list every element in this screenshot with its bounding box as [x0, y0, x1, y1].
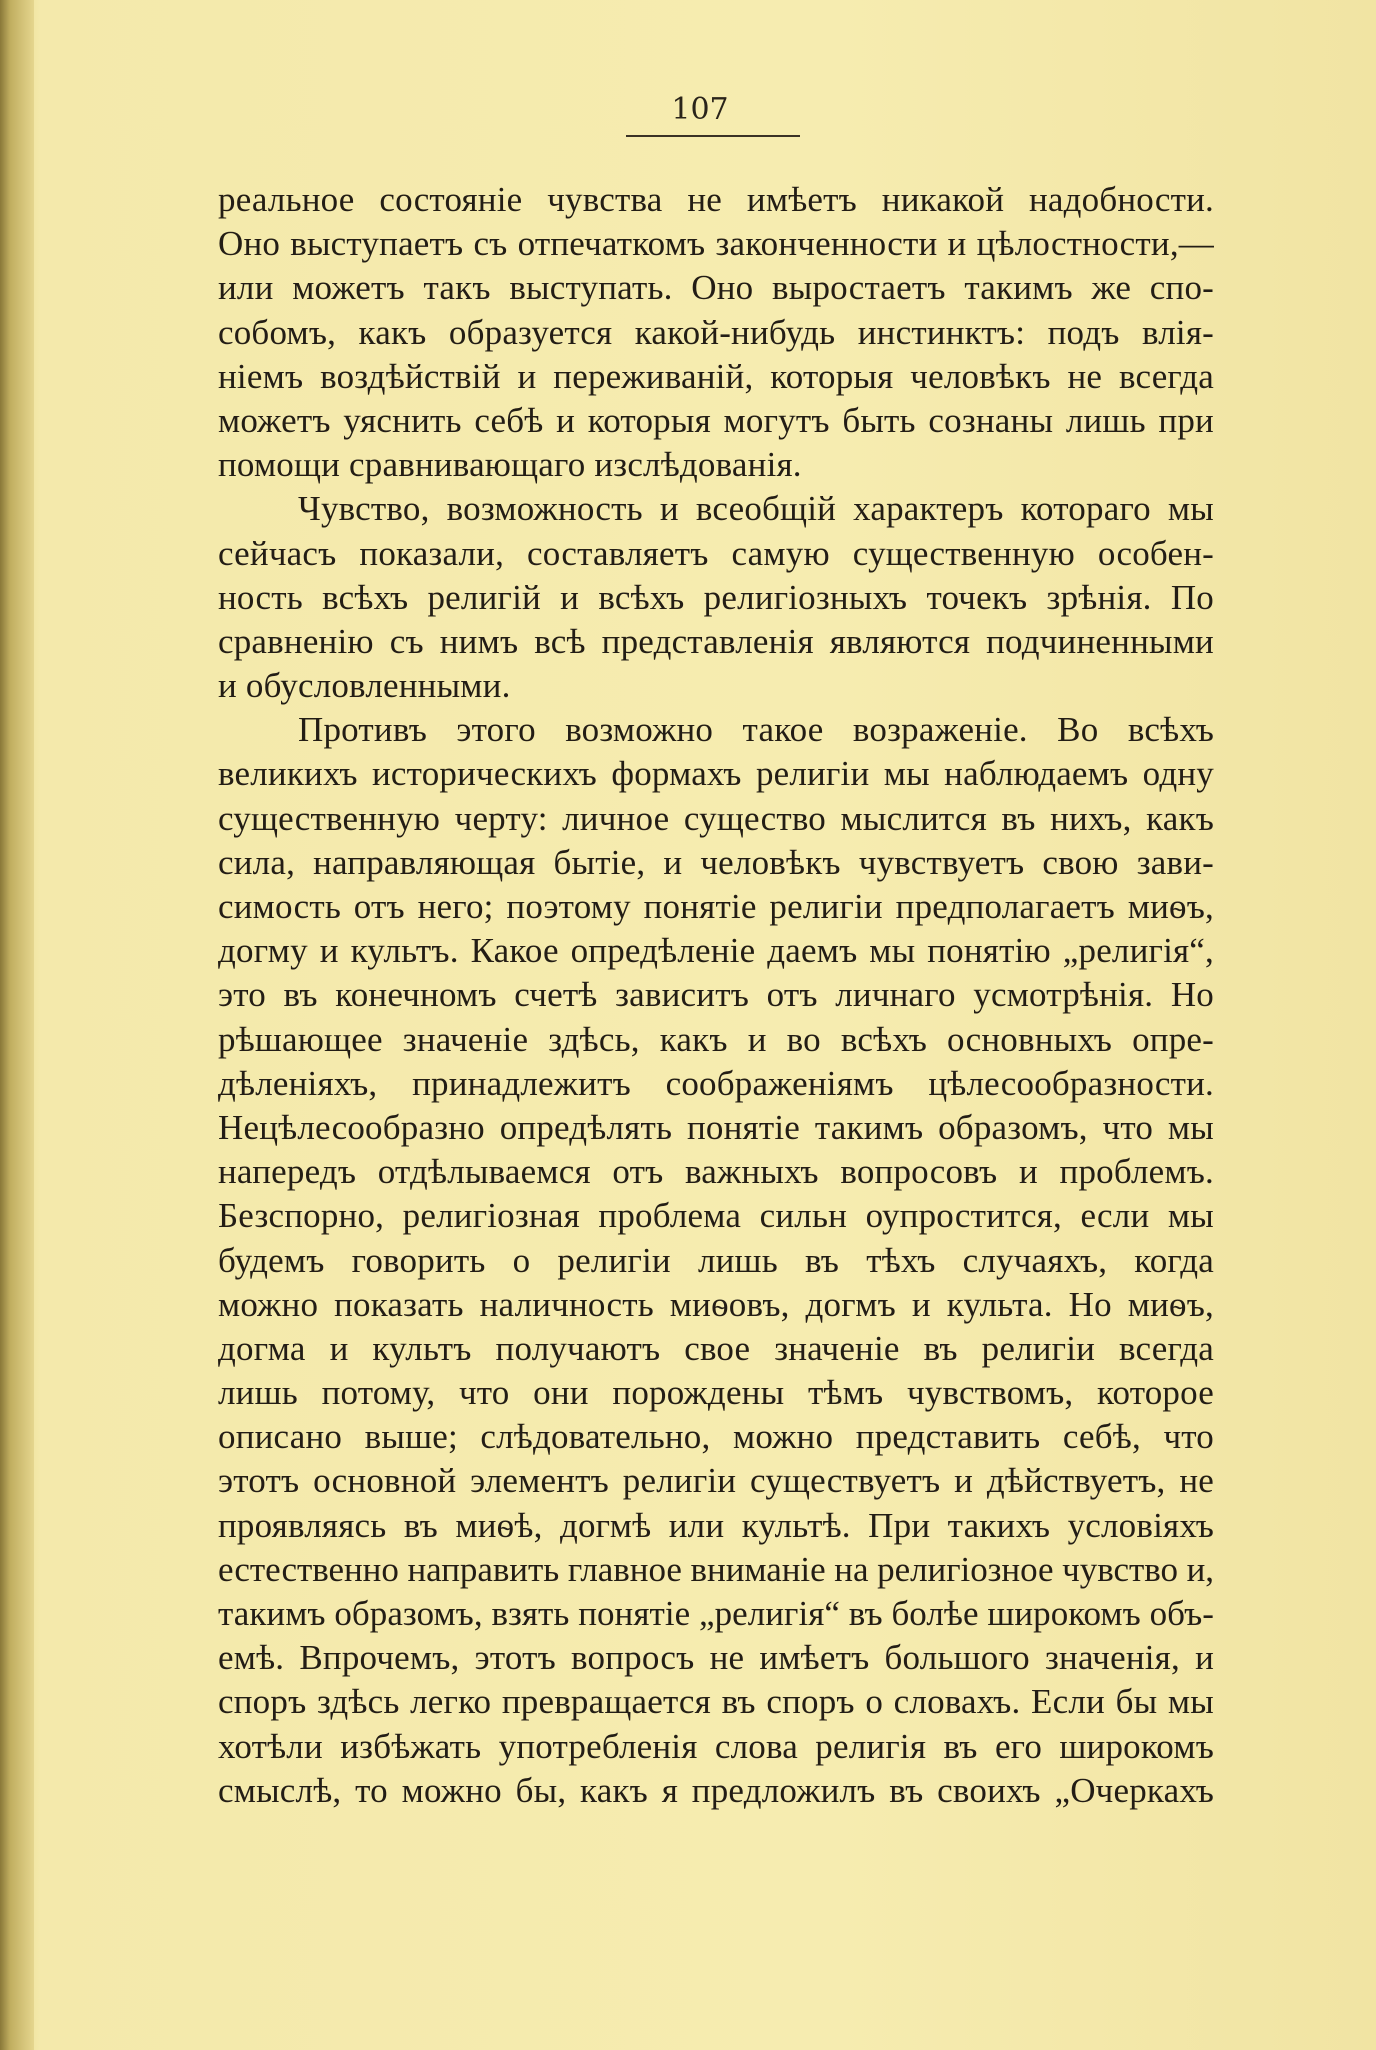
- text-line: Нецѣлесообразно опредѣлять понятiе такимъ образомъ, что мы: [218, 1107, 1214, 1147]
- text-line: догма и культъ получаютъ свое значенiе въ религiи всегда: [218, 1328, 1214, 1368]
- text-line: емѣ. Впрочемъ, этотъ вопросъ не имѣетъ большого значенiя, и: [218, 1638, 1214, 1678]
- text-line: и обусловленными.: [218, 666, 511, 706]
- text-line: Чувство, возможность и всеобщiй характеръ котораго мы: [298, 489, 1214, 529]
- text-line: Безспорно, религiозная проблема сильн оупростится, если мы: [218, 1196, 1214, 1236]
- text-line: или можетъ такъ выступать. Оно выростаетъ такимъ же спо-: [218, 268, 1214, 308]
- text-line: Оно выступаетъ съ отпечаткомъ законченности и цѣлостности,—: [218, 224, 1214, 264]
- text-line: сейчасъ показали, составляетъ самую существенную особен-: [218, 533, 1214, 573]
- text-line: реальное состоянiе чувства не имѣетъ никакой надобности.: [218, 180, 1214, 219]
- text-line: этотъ основной элементъ религiи существуетъ и дѣйствуетъ, не: [218, 1461, 1214, 1501]
- text-line: лишь потому, что они порождены тѣмъ чувствомъ, которое: [218, 1373, 1214, 1413]
- text-line: напередъ отдѣлываемся отъ важныхъ вопросовъ и проблемъ.: [218, 1152, 1214, 1192]
- page-spine-shadow: [0, 0, 34, 2050]
- page-number-rule: [626, 135, 800, 137]
- text-line: помощи сравнивающаго изслѣдованiя.: [218, 445, 802, 485]
- text-line: догму и культъ. Какое опредѣленiе даемъ мы понятiю „религiя“,: [218, 931, 1214, 971]
- text-line: симость отъ него; поэтому понятiе религiи предполагаетъ миѳъ,: [218, 887, 1214, 926]
- text-line: великихъ историческихъ формахъ религiи мы наблюдаемъ одну: [218, 754, 1214, 794]
- text-line: можно показать наличность миѳовъ, догмъ и культа. Но миѳъ,: [218, 1284, 1214, 1324]
- text-line: рѣшающее значенiе здѣсь, какъ и во всѣхъ основныхъ опре-: [218, 1019, 1214, 1059]
- text-line: смыслѣ, то можно бы, какъ я предложилъ въ своихъ „Очеркахъ: [218, 1770, 1214, 1810]
- text-line: Противъ этого возможно такое возраженiе. Во всѣхъ: [298, 710, 1214, 750]
- text-line: будемъ говорить о религiи лишь въ тѣхъ случаяхъ, когда: [218, 1240, 1214, 1280]
- text-line: это въ конечномъ счетѣ зависитъ отъ личнаго усмотрѣнiя. Но: [218, 975, 1214, 1015]
- text-line: проявляясь въ миѳѣ, догмѣ или культѣ. При такихъ условiяхъ: [218, 1505, 1214, 1545]
- text-line: такимъ образомъ, взять понятiе „религiя“ въ болѣе широкомъ объ-: [218, 1594, 1214, 1633]
- text-line: существенную черту: личное существо мыслится въ нихъ, какъ: [218, 798, 1214, 838]
- text-line: описано выше; слѣдовательно, можно представить себѣ, что: [218, 1417, 1214, 1457]
- text-line: сравненiю съ нимъ всѣ представленiя являются подчиненными: [218, 621, 1214, 661]
- text-line: дѣленiяхъ, принадлежитъ соображенiямъ цѣлесообразности.: [218, 1063, 1214, 1103]
- text-line: собомъ, какъ образуется какой-нибудь инстинктъ: подъ влiя-: [218, 312, 1214, 352]
- text-line: хотѣли избѣжать употребленiя слова религiя въ его широкомъ: [218, 1726, 1214, 1766]
- text-line: ность всѣхъ религiй и всѣхъ религiозныхъ точекъ зрѣнiя. По: [218, 577, 1214, 617]
- text-line: можетъ уяснить себѣ и которыя могутъ быть сознаны лишь при: [218, 400, 1214, 440]
- body-text: [218, 178, 1214, 1813]
- text-line: нiемъ воздѣйствiй и переживанiй, которыя человѣкъ не всегда: [218, 356, 1214, 396]
- text-line: естественно направить главное вниманiе на религiозное чувство и,: [218, 1549, 1214, 1589]
- text-line: споръ здѣсь легко превращается въ споръ о словахъ. Если бы мы: [218, 1682, 1214, 1722]
- text-line: сила, направляющая бытiе, и человѣкъ чувствуетъ свою зави-: [218, 842, 1214, 882]
- page-number: 107: [671, 92, 729, 127]
